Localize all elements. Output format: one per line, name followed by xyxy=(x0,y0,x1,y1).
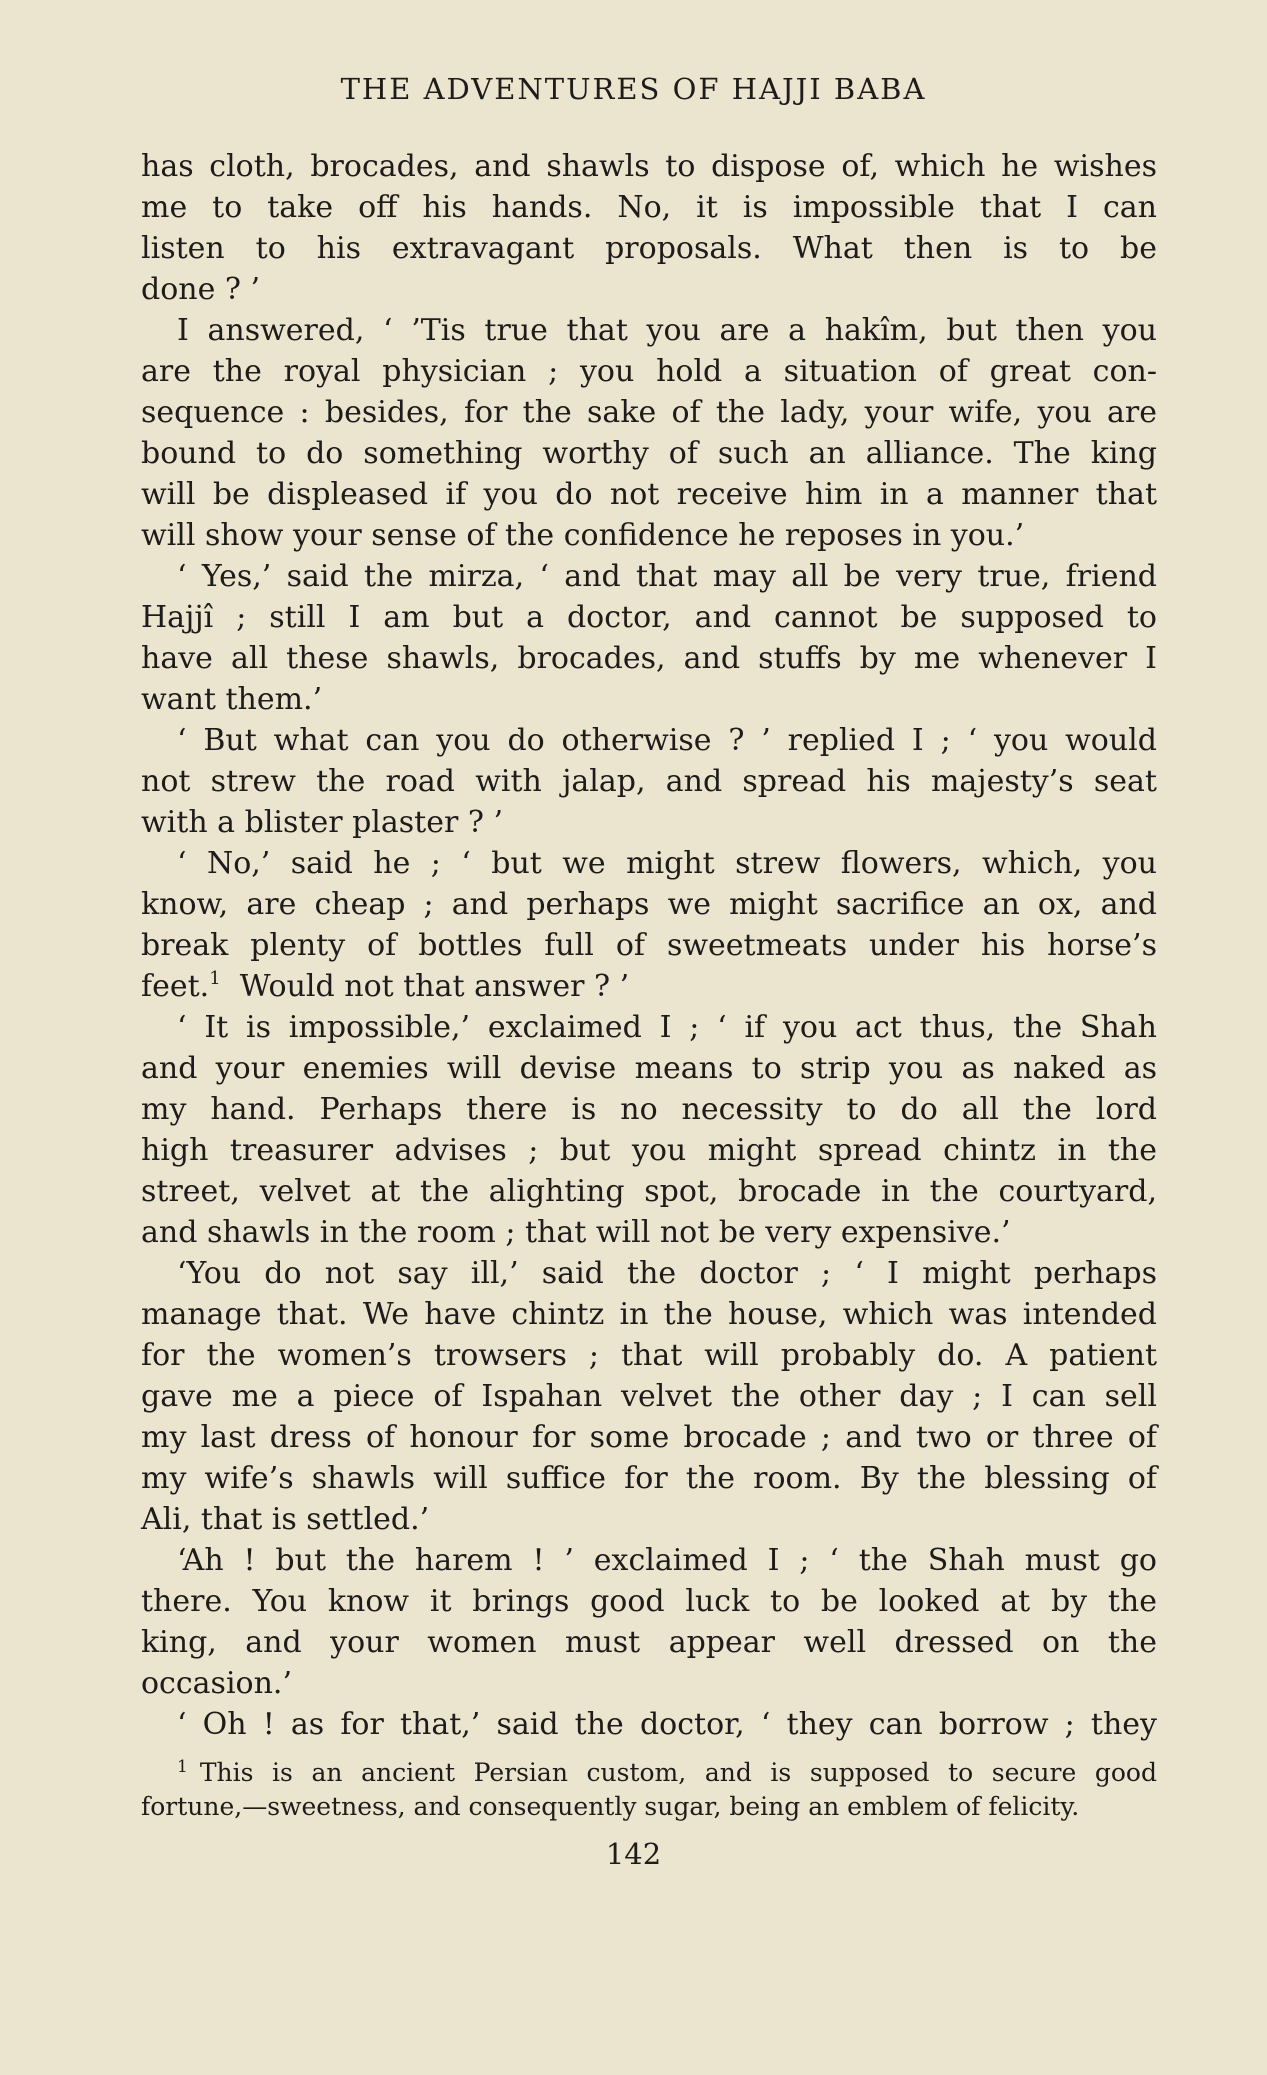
text-line xyxy=(141,761,1157,802)
text-line xyxy=(141,556,1157,597)
line-text: done ? ’ xyxy=(141,272,261,307)
text-line xyxy=(141,1540,1157,1581)
text-line xyxy=(141,679,1157,720)
line-text: ‘ But what can you do otherwise ? ’ replied I ; ‘ you would xyxy=(177,723,1157,758)
footnote-text: fortune,—sweetness, and consequently sugar, being an emblem of felicity. xyxy=(141,1792,1080,1821)
text-line xyxy=(141,1417,1157,1458)
text-line xyxy=(141,146,1157,187)
footnotes xyxy=(141,1756,1157,1824)
text-line xyxy=(141,720,1157,761)
body-text xyxy=(141,146,1157,1745)
text-line xyxy=(141,925,1157,966)
line-text: ‘ It is impossible,’ exclaimed I ; ‘ if you act thus, the Shah xyxy=(177,1010,1157,1045)
text-line xyxy=(141,1048,1157,1089)
text-line xyxy=(141,802,1157,843)
line-text: and your enemies will devise means to strip you as naked as xyxy=(141,1051,1157,1086)
page-number: 142 xyxy=(605,1837,662,1871)
line-text: for the women’s trowsers ; that will probably do. A patient xyxy=(141,1338,1157,1373)
line-text: bound to do something worthy of such an alliance. The king xyxy=(141,436,1157,471)
line-text: manage that. We have chintz in the house, which was intended xyxy=(141,1297,1157,1332)
text-line xyxy=(141,1376,1157,1417)
text-line xyxy=(141,1089,1157,1130)
text-line xyxy=(141,597,1157,638)
text-line xyxy=(141,843,1157,884)
text-line xyxy=(141,1663,1157,1704)
line-text: ‘ Oh ! as for that,’ said the doctor, ‘ they can borrow ; they xyxy=(177,1707,1157,1742)
line-text: will be displeased if you do not receive him in a manner that xyxy=(141,477,1157,512)
line-text: gave me a piece of Ispahan velvet the other day ; I can sell xyxy=(141,1379,1157,1414)
footnote-reference[interactable]: 1 xyxy=(209,968,221,989)
line-text: my hand. Perhaps there is no necessity to do all the lord xyxy=(141,1092,1157,1127)
line-text: occasion.’ xyxy=(141,1666,292,1701)
line-text: king, and your women must appear well dressed on the xyxy=(141,1625,1157,1660)
line-text: with a blister plaster ? ’ xyxy=(141,805,504,840)
line-text-tail: Would not that answer ? ’ xyxy=(220,969,630,1004)
running-head: THE ADVENTURES OF HAJJI BABA xyxy=(340,72,927,106)
line-text: me to take off his hands. No, it is impossible that I can xyxy=(141,190,1157,225)
line-text: know, are cheap ; and perhaps we might sacrifice an ox, and xyxy=(141,887,1157,922)
text-line xyxy=(141,1130,1157,1171)
text-line xyxy=(141,1253,1157,1294)
line-text: I answered, ‘ ’Tis true that you are a hakîm, but then you xyxy=(177,313,1157,348)
line-text: sequence : besides, for the sake of the lady, your wife, you are xyxy=(141,395,1157,430)
text-line xyxy=(141,474,1157,515)
text-line xyxy=(141,392,1157,433)
line-text: are the royal physician ; you hold a situation of great con- xyxy=(141,354,1157,389)
line-text: Ali, that is settled.’ xyxy=(141,1502,430,1537)
line-text: ‘Ah ! but the harem ! ’ exclaimed I ; ‘ the Shah must go xyxy=(177,1543,1157,1578)
line-text: and shawls in the room ; that will not be very expensive.’ xyxy=(141,1215,1011,1250)
text-line xyxy=(141,187,1157,228)
line-text: ‘ Yes,’ said the mirza, ‘ and that may all be very true, friend xyxy=(177,559,1157,594)
line-text: there. You know it brings good luck to be looked at by the xyxy=(141,1584,1157,1619)
line-text: has cloth, brocades, and shawls to dispose of, which he wishes xyxy=(141,149,1157,184)
text-line xyxy=(141,1581,1157,1622)
line-text: my wife’s shawls will suffice for the room. By the blessing of xyxy=(141,1461,1157,1496)
line-text: high treasurer advises ; but you might spread chintz in the xyxy=(141,1133,1157,1168)
line-text: break plenty of bottles full of sweetmeats under his horse’s xyxy=(141,928,1157,963)
text-line xyxy=(141,1622,1157,1663)
footnote-line xyxy=(141,1756,1157,1790)
text-line xyxy=(141,1704,1157,1745)
line-text: have all these shawls, brocades, and stuffs by me whenever I xyxy=(141,641,1157,676)
line-text: will show your sense of the confidence he reposes in you.’ xyxy=(141,518,1025,553)
text-line xyxy=(141,1171,1157,1212)
line-text: Hajjî ; still I am but a doctor, and cannot be supposed to xyxy=(141,600,1157,635)
text-line xyxy=(141,884,1157,925)
text-line xyxy=(141,1458,1157,1499)
text-line xyxy=(141,638,1157,679)
footnote-mark: 1 xyxy=(177,1757,188,1777)
text-line xyxy=(141,351,1157,392)
line-text: not strew the road with jalap, and spread his majesty’s seat xyxy=(141,764,1157,799)
line-text: want them.’ xyxy=(141,682,323,717)
text-line xyxy=(141,1212,1157,1253)
text-line xyxy=(141,1294,1157,1335)
text-line xyxy=(141,228,1157,269)
line-text: feet. xyxy=(141,969,210,1004)
text-line xyxy=(141,433,1157,474)
line-text: my last dress of honour for some brocade ; and two or three of xyxy=(141,1420,1157,1455)
footnote-line xyxy=(141,1790,1157,1824)
text-line xyxy=(141,310,1157,351)
text-line xyxy=(141,1007,1157,1048)
text-line xyxy=(141,1335,1157,1376)
text-line xyxy=(141,515,1157,556)
line-text: ‘ No,’ said he ; ‘ but we might strew flowers, which, you xyxy=(177,846,1157,881)
footnote-text: This is an ancient Persian custom, and is supposed to secure good xyxy=(199,1758,1157,1787)
line-text: ‘You do not say ill,’ said the doctor ; ‘ I might perhaps xyxy=(177,1256,1157,1291)
text-line xyxy=(141,1499,1157,1540)
text-line xyxy=(141,269,1157,310)
text-line xyxy=(141,966,1157,1007)
line-text: listen to his extravagant proposals. What then is to be xyxy=(141,231,1157,266)
line-text: street, velvet at the alighting spot, brocade in the courtyard, xyxy=(141,1174,1157,1209)
